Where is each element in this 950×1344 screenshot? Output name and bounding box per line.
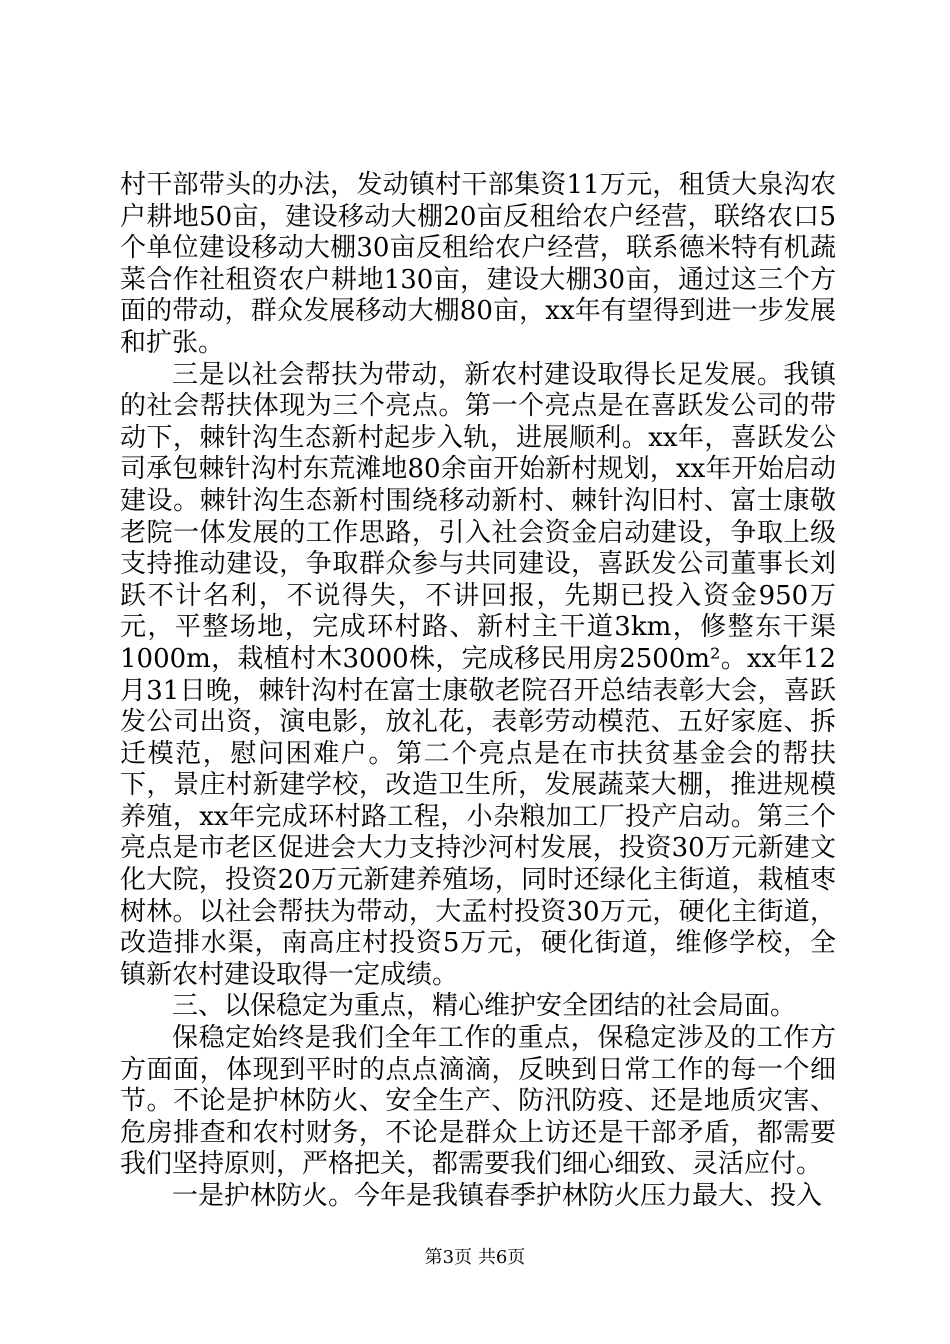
document-body	[120, 170, 836, 1213]
page-footer: 第3页 共6页	[424, 1247, 526, 1268]
paragraph-1: 村干部带头的办法，发动镇村干部集资11万元，租赁大泉沟农户耕地50亩，建设移动大棚20亩反租给农户经营，联络农口5个单位建设移动大棚30亩反租给农户经营，联系德米特有机蔬菜合作社租资农户耕地130亩，建设大棚30亩，通过这三个方面的带动，群众发展移动大棚80亩，xx年有望得到进一步发展和扩张。	[120, 170, 836, 358]
paragraph-3: 保稳定始终是我们全年工作的重点，保稳定涉及的工作方方面面，体现到平时的点点滴滴，反映到日常工作的每一个细节。不论是护林防火、安全生产、防汛防疫、还是地质灾害、危房排查和农村财务，不论是群众上访还是干部矛盾，都需要我们坚持原则，严格把关，都需要我们细心细致、灵活应付。	[120, 1023, 836, 1180]
section-heading: 三、以保稳定为重点，精心维护安全团结的社会局面。	[172, 991, 797, 1022]
paragraph-2: 三是以社会帮扶为带动，新农村建设取得长足发展。我镇的社会帮扶体现为三个亮点。第一个亮点是在喜跃发公司的带动下，棘针沟生态新村起步入轨，进展顺利。xx年，喜跃发公司承包棘针沟村东荒滩地80余亩开始新村规划，xx年开始启动建设。棘针沟生态新村围绕移动新村、棘针沟旧村、富士康敬老院一体发展的工作思路，引入社会资金启动建设，争取上级支持推动建设，争取群众参与共同建设，喜跃发公司董事长刘跃不计名利，不说得失，不讲回报，先期已投入资金950万元，平整场地，完成环村路、新村主干道3km，修整东干渠1000m，栽植村木3000株，完成移民用房2500m²。xx年12月31日晚，棘针沟村在富士康敬老院召开总结表彰大会，喜跃发公司出资，演电影，放礼花，表彰劳动模范、五好家庭、拆迁模范，慰问困难户。第二个亮点是在市扶贫基金会的帮扶下，景庄村新建学校，改造卫生所，发展蔬菜大棚，推进规模养殖，xx年完成环村路工程，小杂粮加工厂投产启动。第三个亮点是市老区促进会大力支持沙河村发展，投资30万元新建文化大院，投资20万元新建养殖场，同时还绿化主街道，栽植枣树林。以社会帮扶为带动，大孟村投资30万元，硬化主街道，改造排水渠，南高庄村投资5万元，硬化街道，维修学校，全镇新农村建设取得一定成绩。	[120, 359, 836, 990]
paragraph-4: 一是护林防火。今年是我镇春季护林防火压力最大、投入	[172, 1181, 823, 1211]
